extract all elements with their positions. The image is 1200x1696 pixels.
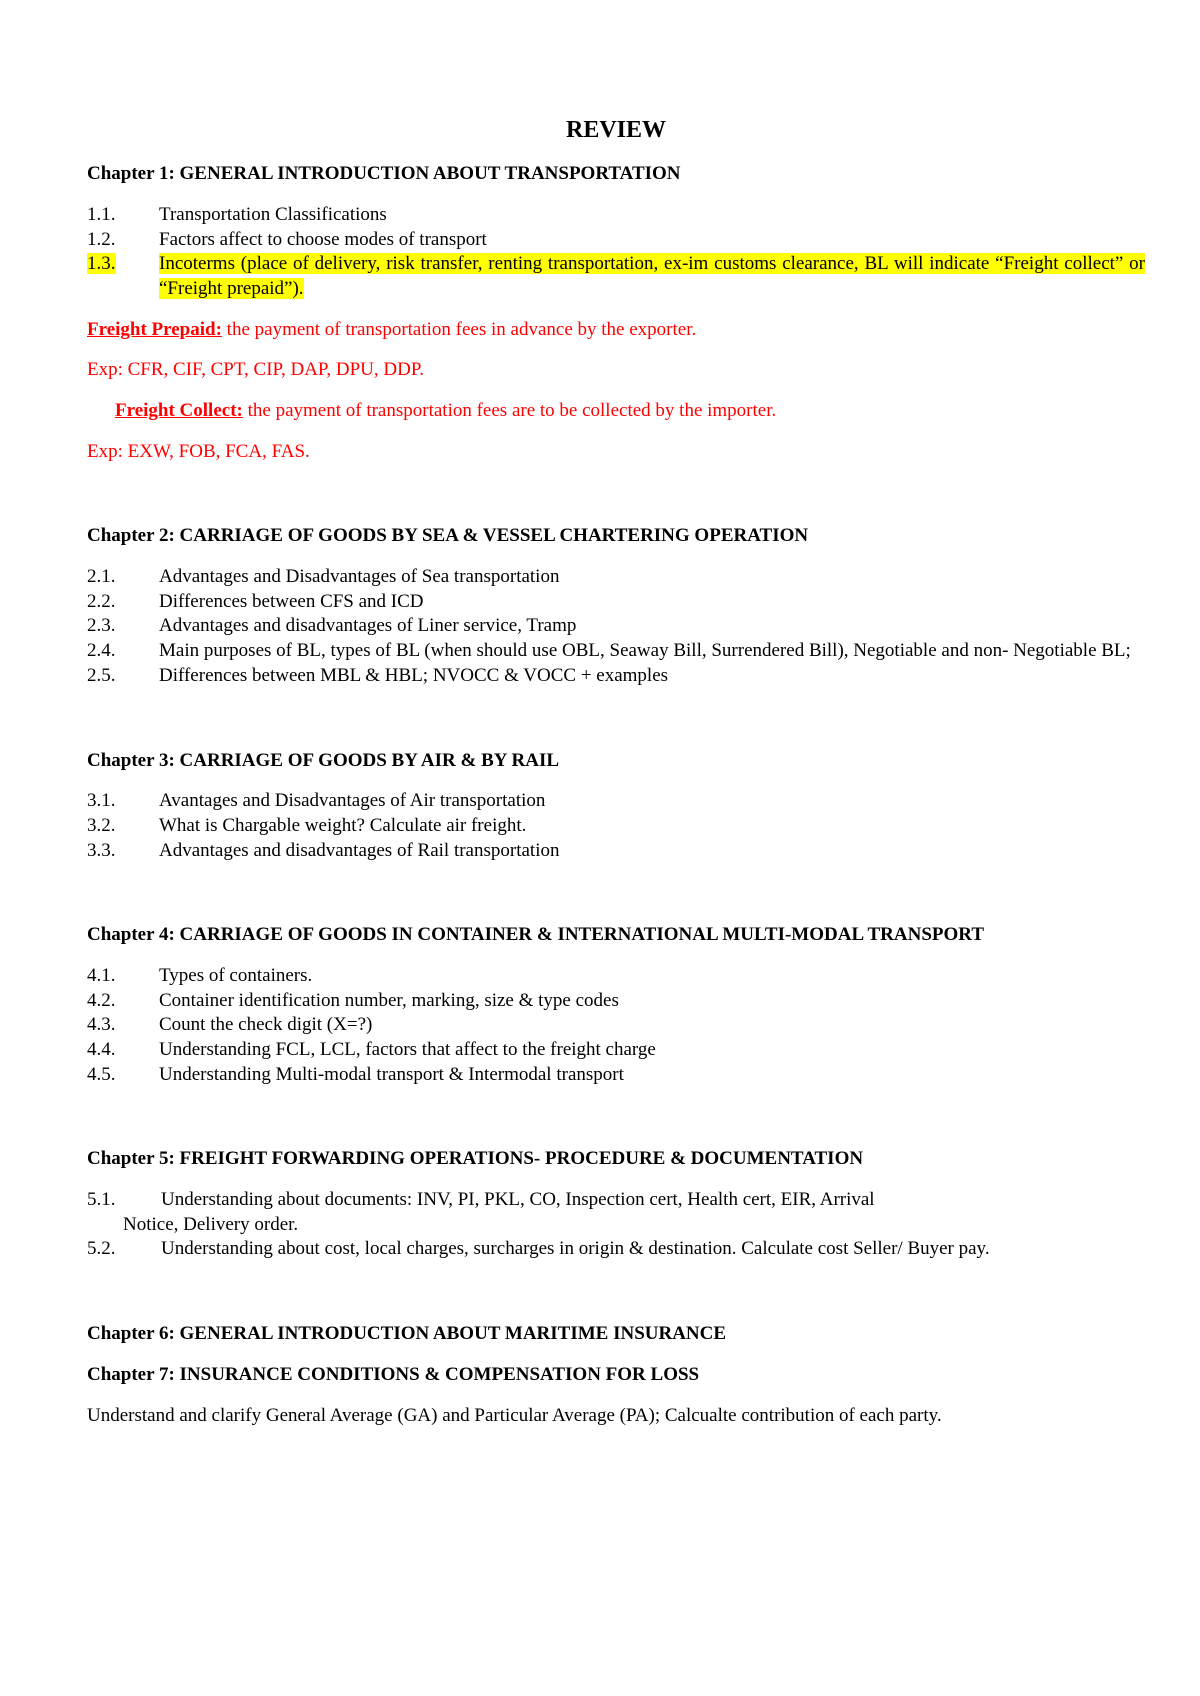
item-text: Understanding FCL, LCL, factors that affect to the freight charge xyxy=(159,1039,656,1060)
item-number: 4.4. xyxy=(87,1039,116,1060)
list-item xyxy=(87,203,1145,228)
section-spacer xyxy=(87,1087,1145,1147)
item-number: 4.1. xyxy=(87,964,116,986)
chapter-7-heading: Chapter 7: INSURANCE CONDITIONS & COMPENSATION FOR LOSS xyxy=(87,1363,700,1385)
item-number: 5.1. xyxy=(87,1189,116,1211)
chapter-3-list xyxy=(87,789,1145,863)
chapter-1-list xyxy=(87,203,1145,302)
item-text-continuation: Notice, Delivery order. xyxy=(123,1213,299,1235)
list-item xyxy=(87,839,1145,864)
item-text: Understanding Multi-modal transport & Intermodal transport xyxy=(159,1063,624,1085)
list-item xyxy=(87,789,1145,814)
list-item xyxy=(87,989,1145,1014)
item-text: Differences between MBL & HBL; NVOCC & VOCC + examples xyxy=(159,664,669,686)
chapter-6-heading: Chapter 6: GENERAL INTRODUCTION ABOUT MARITIME INSURANCE xyxy=(87,1323,727,1345)
section-spacer xyxy=(87,863,1145,923)
freight-prepaid-examples: Exp: CFR, CIF, CPT, CIP, DAP, DPU, DDP. xyxy=(87,359,425,381)
item-number: 2.5. xyxy=(87,664,116,686)
item-text: What is Chargable weight? Calculate air freight. xyxy=(159,814,527,836)
item-number: 2.1. xyxy=(87,566,116,588)
section-spacer xyxy=(87,464,1145,524)
chapter-5-heading: Chapter 5: FREIGHT FORWARDING OPERATIONS- PROCEDURE & DOCUMENTATION xyxy=(87,1148,864,1170)
page-title: REVIEW xyxy=(565,117,667,143)
list-item xyxy=(87,1188,1145,1213)
item-text: Advantages and Disadvantages of Sea transportation xyxy=(159,566,560,588)
chapter-4-heading: Chapter 4: CARRIAGE OF GOODS IN CONTAINER & INTERNATIONAL MULTI-MODAL TRANSPORT xyxy=(87,924,984,946)
chapter-7-text: Understand and clarify General Average (GA) and Particular Average (PA); Calcualte contribution of each party. xyxy=(87,1404,942,1426)
list-item xyxy=(87,1237,1145,1262)
item-text: Avantages and Disadvantages of Air transportation xyxy=(159,790,546,812)
item-number: 4.3. xyxy=(87,1014,116,1036)
freight-prepaid-text: the payment of transportation fees in advance by the exporter. xyxy=(221,318,697,340)
item-text xyxy=(159,252,1145,301)
item-number: 2.2. xyxy=(87,590,116,612)
list-item xyxy=(87,614,1145,639)
item-text: Understanding about documents: INV, PI, PKL, CO, Inspection cert, Health cert, EIR, Arrival xyxy=(161,1189,875,1211)
item-number: 4.2. xyxy=(87,989,116,1011)
list-item xyxy=(87,590,1145,615)
item-number: 1.2. xyxy=(87,228,116,250)
document-page xyxy=(87,115,1145,1428)
item-text-highlight: Incoterms (place of delivery, risk transfer, renting transportation, ex-im customs clearance, BL will indicate “Freight collect” or “Freight prepaid”). xyxy=(159,253,1145,299)
chapter-2-heading: Chapter 2: CARRIAGE OF GOODS BY SEA & VESSEL CHARTERING OPERATION xyxy=(87,525,809,547)
item-number: 3.3. xyxy=(87,839,116,861)
freight-collect-examples: Exp: EXW, FOB, FCA, FAS. xyxy=(87,440,310,462)
chapter-1-heading: Chapter 1: GENERAL INTRODUCTION ABOUT TRANSPORTATION xyxy=(87,163,681,185)
freight-collect-text: the payment of transportation fees are to be collected by the importer. xyxy=(242,400,777,421)
item-text: Transportation Classifications xyxy=(159,203,387,225)
item-number: 3.1. xyxy=(87,790,116,812)
item-number: 2.4. xyxy=(87,640,116,662)
chapter-4-list xyxy=(87,964,1145,1087)
freight-prepaid-term: Freight Prepaid: xyxy=(87,318,222,340)
section-spacer xyxy=(87,689,1145,749)
item-text: Understanding about cost, local charges, surcharges in origin & destination. Calculate cost Seller/ Buyer pay. xyxy=(161,1238,990,1260)
list-item-highlighted xyxy=(87,252,1145,301)
item-number: 3.2. xyxy=(87,814,116,836)
item-text: Container identification number, marking, size & type codes xyxy=(159,989,619,1011)
item-number: 1.1. xyxy=(87,203,116,225)
freight-prepaid-definition xyxy=(87,318,1145,343)
chapter-3-heading: Chapter 3: CARRIAGE OF GOODS BY AIR & BY RAIL xyxy=(87,749,560,771)
item-text: Advantages and disadvantages of Rail transportation xyxy=(159,839,560,861)
chapter-5-list xyxy=(87,1188,1145,1262)
item-number: 4.5. xyxy=(87,1063,116,1085)
list-item xyxy=(87,565,1145,590)
item-text: Differences between CFS and ICD xyxy=(159,590,424,612)
freight-collect-term: Freight Collect: xyxy=(115,400,243,421)
list-item xyxy=(87,639,1145,664)
item-number-text: 1.3. xyxy=(87,253,116,275)
item-text: Advantages and disadvantages of Liner service, Tramp xyxy=(159,615,577,637)
section-spacer xyxy=(87,1262,1145,1322)
list-item xyxy=(87,1038,1145,1063)
item-number: 2.3. xyxy=(87,615,116,637)
list-item xyxy=(87,964,1145,989)
freight-collect-definition xyxy=(87,399,1145,424)
list-item xyxy=(87,1013,1145,1038)
item-text: Main purposes of BL, types of BL (when should use OBL, Seaway Bill, Surrendered Bill), Negotiable and non- Negotiable BL; xyxy=(159,640,1131,662)
item-text: Factors affect to choose modes of transport xyxy=(159,228,487,250)
list-item xyxy=(87,664,1145,689)
list-item xyxy=(87,1063,1145,1088)
item-number xyxy=(87,252,159,301)
item-number: 5.2. xyxy=(87,1238,116,1260)
list-item xyxy=(87,228,1145,253)
chapter-2-list xyxy=(87,565,1145,688)
item-text: Types of containers. xyxy=(159,964,313,986)
list-item xyxy=(87,814,1145,839)
item-text: Count the check digit (X=?) xyxy=(159,1014,373,1036)
